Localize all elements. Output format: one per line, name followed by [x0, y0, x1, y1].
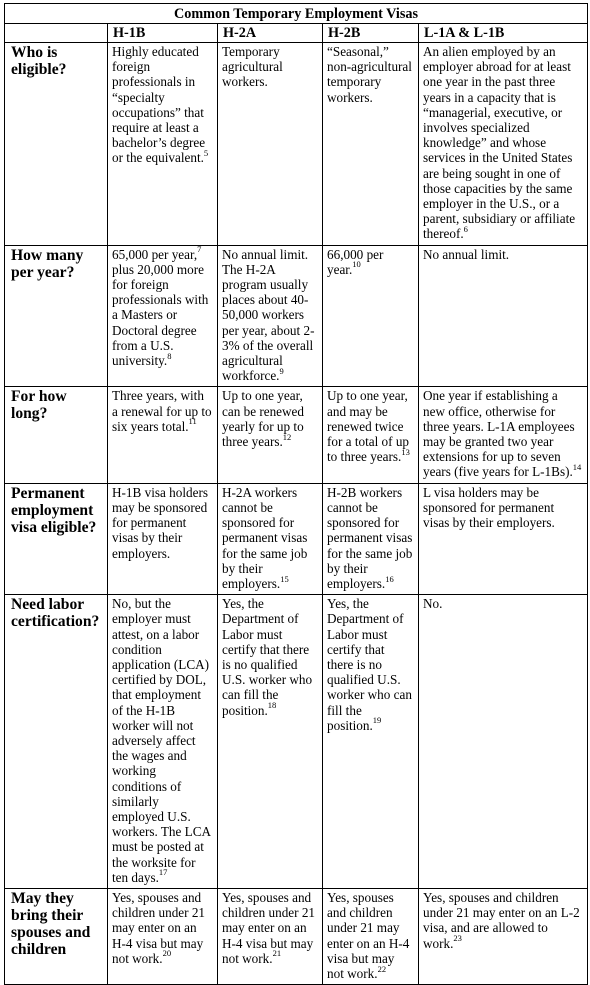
- table-cell: [218, 483, 323, 594]
- cell-text: 66,000 per year.: [327, 246, 384, 277]
- title-row: [5, 4, 588, 24]
- footnote-ref: 12: [282, 431, 292, 442]
- table-title: Common Temporary Employment Visas: [5, 4, 588, 24]
- row-header: For how long?: [5, 387, 108, 483]
- footnote-ref: 17: [158, 867, 168, 878]
- visa-comparison-table: [4, 3, 588, 985]
- table-cell: [323, 387, 419, 483]
- document-page: [4, 3, 587, 985]
- table-row-permanent-visa: [5, 483, 588, 594]
- table-cell: [218, 43, 323, 246]
- row-header: Permanent employment visa eligible?: [5, 483, 108, 594]
- footnote-ref: 20: [162, 948, 172, 959]
- table-cell: [218, 245, 323, 387]
- footnote-ref: 14: [572, 462, 582, 473]
- cell-text: Three years, with a renewal for up to six years total.: [112, 388, 212, 434]
- cell-text: H-2A workers cannot be sponsored for permanent visas for the same job by their employers.: [222, 484, 308, 591]
- footnote-ref: 13: [401, 446, 410, 457]
- table-cell: [218, 888, 323, 984]
- footnote-ref: 11: [188, 416, 197, 427]
- cell-text: Highly educated foreign professionals in “specialty occupations” that require at least a bachelor’s degree or the equivalent.: [112, 44, 206, 166]
- cell-text: plus 20,000 more for foreign professionals with a Masters or Doctoral degree from a U.S. university.: [112, 261, 209, 369]
- table-cell: [323, 888, 419, 984]
- column-header-blank: [5, 24, 108, 43]
- cell-text: No annual limit.: [423, 246, 510, 262]
- footnote-ref: 15: [280, 573, 289, 584]
- cell-text: L visa holders may be sponsored for permanent visas by their employers.: [423, 484, 555, 531]
- column-header-h2a: H-2A: [218, 24, 323, 43]
- table-cell: [323, 595, 419, 889]
- table-cell: [419, 888, 588, 984]
- table-row-labor-certification: [5, 595, 588, 889]
- table-cell: [419, 595, 588, 889]
- footnote-ref: 22: [377, 963, 387, 974]
- table-cell: [218, 387, 323, 483]
- cell-text: Yes, the Department of Labor must certify that there is no qualified U.S. worker who can fill the position.: [327, 596, 412, 733]
- cell-text: Temporary agricultural workers.: [222, 44, 283, 90]
- column-header-h2b: H-2B: [323, 24, 419, 43]
- cell-text: Up to one year, and may be renewed twice for a total of up to three years.: [327, 388, 410, 465]
- table-cell: [419, 387, 588, 483]
- cell-text: No annual limit. The H-2A program usually places about 40-50,000 workers per year, about 2-3% of the overall agricultural workforce.: [222, 246, 315, 384]
- cell-text: Yes, spouses and children under 21 may enter on an H-4 visa but may not work.: [222, 889, 316, 966]
- table-cell: [108, 387, 218, 483]
- cell-text: H-2B workers cannot be sponsored for permanent visas for the same job by their employers.: [327, 484, 413, 591]
- row-header: May they bring their spouses and children: [5, 888, 108, 984]
- column-header-l1: L-1A & L-1B: [419, 24, 588, 43]
- footnote-ref: 19: [372, 715, 382, 726]
- footnote-ref: 23: [453, 933, 462, 944]
- table-cell: [323, 245, 419, 387]
- table-cell: [323, 483, 419, 594]
- footnote-ref: 10: [352, 259, 361, 270]
- table-cell: [108, 43, 218, 246]
- footnote-ref: 6: [463, 224, 468, 235]
- footnote-ref: 18: [267, 700, 277, 711]
- footnote-ref: 9: [279, 365, 284, 376]
- table-row-annual-limit: [5, 245, 588, 387]
- cell-text: Yes, spouses and children under 21 may enter on an H-4 visa but may not work.: [327, 889, 410, 981]
- footnote-ref: 8: [167, 350, 172, 361]
- table-cell: [108, 483, 218, 594]
- table-cell: [419, 245, 588, 387]
- table-row-dependents: [5, 888, 588, 984]
- table-cell: [108, 595, 218, 889]
- table-cell: [419, 483, 588, 594]
- footnote-ref: 5: [203, 148, 209, 159]
- cell-text: No, but the employer must attest, on a labor condition application (LCA) certified by DOL, that employment of the H-1B worker will not adversely affect the wages and working conditions of similarly employed U.S. workers. The LCA must be posted at the worksite for ten days.: [112, 596, 211, 885]
- cell-text: Yes, spouses and children under 21 may enter on an H-4 visa but may not work.: [112, 889, 206, 966]
- cell-text: An alien employed by an employer abroad for at least one year in the past three years in a capacity that is “managerial, executive, or involves specialized knowledge” and whose services in the United States are being sought in one of those capacities by the same employer in the U.S., or a parent, subsidiary or affiliate thereof.: [423, 44, 576, 242]
- cell-text: Yes, the Department of Labor must certify that there is no qualified U.S. worker who can fill the position.: [222, 596, 313, 718]
- column-header-h1b: H-1B: [108, 24, 218, 43]
- cell-text: “Seasonal,” non-agricultural temporary workers.: [327, 44, 412, 105]
- table-cell: [108, 888, 218, 984]
- cell-text: One year if establishing a new office, otherwise for three years. L-1A employees may be granted two year extensions for up to seven years (five years for L-1Bs).: [423, 388, 575, 480]
- footnote-ref: 16: [385, 573, 394, 584]
- table-row-eligibility: [5, 43, 588, 246]
- footnote-ref: 7: [197, 244, 202, 255]
- row-header: Who is eligible?: [5, 43, 108, 246]
- row-header: Need labor certification?: [5, 595, 108, 889]
- footnote-ref: 21: [272, 948, 282, 959]
- table-row-duration: [5, 387, 588, 483]
- cell-text: Yes, spouses and children under 21 may enter on an L-2 visa, and are allowed to work.: [423, 889, 580, 951]
- cell-text: 65,000 per year,: [112, 246, 198, 262]
- cell-text: H-1B visa holders may be sponsored for permanent visas by their employers.: [112, 484, 208, 561]
- row-header: How many per year?: [5, 245, 108, 387]
- table-cell: [108, 245, 218, 387]
- cell-text: No.: [423, 596, 443, 612]
- table-cell: [323, 43, 419, 246]
- table-cell: [419, 43, 588, 246]
- cell-text: Up to one year, can be renewed yearly for up to three years.: [222, 388, 305, 450]
- table-cell: [218, 595, 323, 889]
- column-header-row: [5, 24, 588, 43]
